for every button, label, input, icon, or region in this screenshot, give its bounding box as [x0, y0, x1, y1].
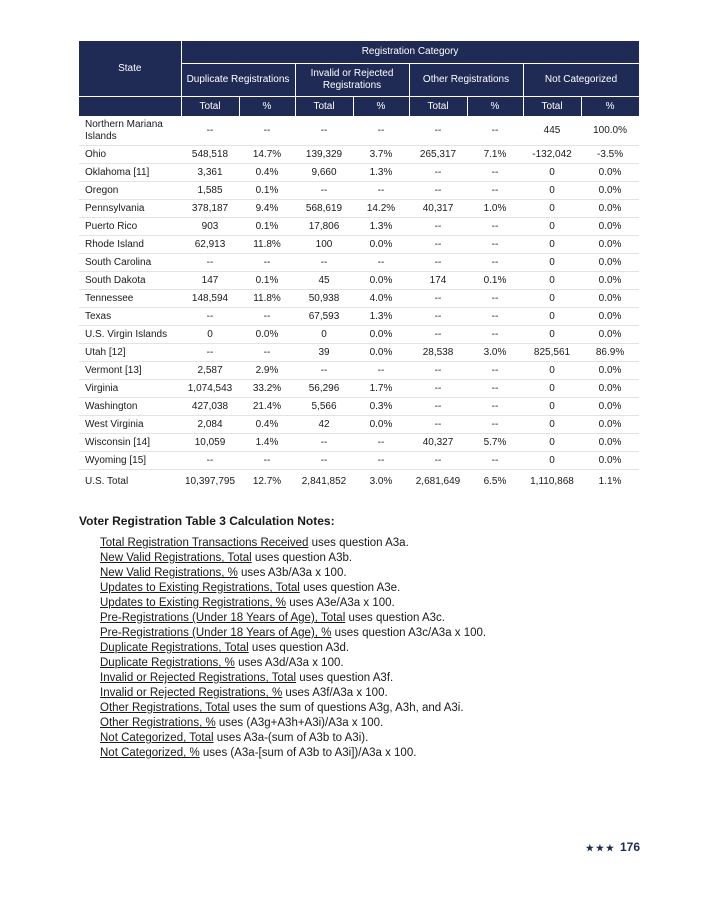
note-item	[100, 581, 486, 596]
percent-cell: 0.0%	[581, 254, 639, 272]
percent-cell: 0.0%	[581, 416, 639, 434]
percent-cell: --	[467, 290, 523, 308]
percent-cell: 0.0%	[581, 272, 639, 290]
total-cell: 0	[523, 182, 581, 200]
table-row	[79, 434, 639, 452]
pct-subheader: %	[353, 97, 409, 117]
table-row	[79, 164, 639, 182]
percent-cell: 2.9%	[239, 362, 295, 380]
percent-cell: 0.4%	[239, 164, 295, 182]
percent-cell: --	[467, 182, 523, 200]
note-description: uses (A3g+A3h+A3i)/A3a x 100.	[215, 717, 384, 729]
note-description: uses A3a-(sum of A3b to A3i).	[213, 732, 369, 744]
state-cell: Oregon	[79, 182, 181, 200]
percent-cell: 0.0%	[581, 308, 639, 326]
total-cell: 0	[523, 218, 581, 236]
note-description: uses question A3d.	[248, 642, 350, 654]
total-cell: --	[409, 117, 467, 146]
note-item	[100, 656, 486, 671]
page-footer	[586, 840, 640, 854]
percent-cell: 0.0%	[581, 452, 639, 470]
total-cell: --	[295, 362, 353, 380]
total-cell: 148,594	[181, 290, 239, 308]
table-row	[79, 117, 639, 146]
total-cell: --	[409, 380, 467, 398]
not-categorized-header: Not Categorized	[523, 64, 639, 97]
total-cell: --	[181, 308, 239, 326]
note-term: Other Registrations, Total	[100, 702, 230, 714]
total-cell: --	[409, 308, 467, 326]
percent-cell: --	[353, 254, 409, 272]
percent-cell: 1.3%	[353, 218, 409, 236]
percent-cell: --	[467, 117, 523, 146]
total-cell: --	[181, 344, 239, 362]
percent-cell: 7.1%	[467, 146, 523, 164]
total-cell: --	[409, 290, 467, 308]
note-term: Pre-Registrations (Under 18 Years of Age), %	[100, 627, 332, 639]
note-item	[100, 731, 486, 746]
table-row	[79, 254, 639, 272]
percent-cell: --	[239, 308, 295, 326]
state-cell: Wyoming [15]	[79, 452, 181, 470]
percent-cell: 1.7%	[353, 380, 409, 398]
total-cell: 2,841,852	[301, 476, 347, 487]
percent-cell: 6.5%	[483, 476, 507, 487]
total-cell: 10,397,795	[184, 476, 236, 487]
total-cell: 2,084	[181, 416, 239, 434]
total-cell: 174	[409, 272, 467, 290]
note-description: uses question A3a.	[308, 537, 409, 549]
total-cell: 56,296	[295, 380, 353, 398]
note-item	[100, 701, 486, 716]
total-subheader: Total	[295, 97, 353, 117]
table-row	[79, 290, 639, 308]
state-cell: Wisconsin [14]	[79, 434, 181, 452]
percent-cell: --	[467, 452, 523, 470]
percent-cell: 5.7%	[467, 434, 523, 452]
total-cell: --	[409, 452, 467, 470]
total-cell: --	[409, 164, 467, 182]
percent-cell: 0.0%	[581, 380, 639, 398]
percent-cell: 0.0%	[353, 416, 409, 434]
table-row	[79, 380, 639, 398]
total-cell: 0	[295, 326, 353, 344]
stars-icon: ★★★	[585, 843, 616, 853]
note-description: uses A3e/A3a x 100.	[286, 597, 395, 609]
total-cell: 427,038	[181, 398, 239, 416]
percent-cell: 11.8%	[239, 236, 295, 254]
total-cell: 0	[523, 452, 581, 470]
total-cell: 100	[295, 236, 353, 254]
note-item	[100, 596, 486, 611]
total-cell: --	[295, 182, 353, 200]
note-description: uses A3b/A3a x 100.	[237, 567, 347, 579]
total-cell: 139,329	[295, 146, 353, 164]
percent-cell: 0.0%	[581, 218, 639, 236]
state-cell: Utah [12]	[79, 344, 181, 362]
percent-cell: 0.1%	[239, 218, 295, 236]
total-cell: --	[181, 117, 239, 146]
note-description: uses question A3f.	[296, 672, 394, 684]
total-cell: 0	[523, 380, 581, 398]
note-description: uses question A3e.	[299, 582, 401, 594]
note-term: Invalid or Rejected Registrations, %	[100, 687, 283, 699]
total-cell: --	[295, 117, 353, 146]
total-cell: --	[409, 398, 467, 416]
percent-cell: 12.7%	[252, 476, 282, 487]
state-column-header: State	[79, 41, 181, 97]
percent-cell: --	[353, 182, 409, 200]
percent-cell: 0.0%	[353, 344, 409, 362]
table-row	[79, 416, 639, 434]
note-term: New Valid Registrations, %	[100, 567, 238, 579]
note-term: Not Categorized, Total	[100, 732, 214, 744]
percent-cell: --	[467, 254, 523, 272]
state-cell: Ohio	[79, 146, 181, 164]
total-cell: 0	[523, 416, 581, 434]
total-cell: --	[409, 362, 467, 380]
table-row	[79, 398, 639, 416]
state-cell: Texas	[79, 308, 181, 326]
table-row	[79, 218, 639, 236]
registration-table	[79, 40, 640, 494]
percent-cell: -3.5%	[581, 146, 639, 164]
note-term: Updates to Existing Registrations, %	[100, 597, 287, 609]
total-cell: 0	[523, 254, 581, 272]
total-cell: 9,660	[295, 164, 353, 182]
table-row	[79, 470, 639, 495]
percent-cell: 14.7%	[239, 146, 295, 164]
total-cell: 903	[181, 218, 239, 236]
total-cell: 40,317	[409, 200, 467, 218]
percent-cell: 9.4%	[239, 200, 295, 218]
percent-cell: 0.0%	[581, 398, 639, 416]
total-cell: 39	[295, 344, 353, 362]
percent-cell: 0.1%	[239, 182, 295, 200]
percent-cell: 0.4%	[239, 416, 295, 434]
note-item	[100, 551, 486, 566]
percent-cell: 11.8%	[239, 290, 295, 308]
duplicate-registrations-header: Duplicate Registrations	[181, 64, 295, 97]
other-registrations-header: Other Registrations	[409, 64, 523, 97]
total-cell: 0	[523, 398, 581, 416]
pct-subheader: %	[239, 97, 295, 117]
pct-subheader: %	[467, 97, 523, 117]
total-cell: 2,681,649	[415, 476, 461, 487]
total-cell: 548,518	[181, 146, 239, 164]
total-cell: --	[409, 182, 467, 200]
table-row	[79, 452, 639, 470]
percent-cell: 0.0%	[581, 164, 639, 182]
state-cell: Rhode Island	[79, 236, 181, 254]
percent-cell: 0.0%	[581, 200, 639, 218]
percent-cell: 4.0%	[353, 290, 409, 308]
percent-cell: --	[239, 452, 295, 470]
state-cell: Vermont [13]	[79, 362, 181, 380]
note-item	[100, 566, 486, 581]
total-cell: 147	[181, 272, 239, 290]
total-cell: 378,187	[181, 200, 239, 218]
table-body	[79, 117, 639, 495]
percent-cell: --	[467, 398, 523, 416]
pct-subheader: %	[581, 97, 639, 117]
note-description: uses question A3c.	[345, 612, 445, 624]
invalid-rejected-header: Invalid or Rejected Registrations	[295, 64, 409, 97]
table-header	[79, 41, 639, 117]
note-term: New Valid Registrations, Total	[100, 552, 252, 564]
percent-cell: --	[467, 164, 523, 182]
percent-cell: 0.0%	[581, 362, 639, 380]
percent-cell: 0.0%	[581, 326, 639, 344]
total-cell: 0	[523, 326, 581, 344]
table-row	[79, 182, 639, 200]
total-cell: 825,561	[523, 344, 581, 362]
total-cell: 3,361	[181, 164, 239, 182]
total-cell: --	[409, 218, 467, 236]
total-cell: 0	[181, 326, 239, 344]
total-cell: 45	[295, 272, 353, 290]
total-cell: -132,042	[523, 146, 581, 164]
note-term: Duplicate Registrations, %	[100, 657, 235, 669]
percent-cell: 0.0%	[581, 182, 639, 200]
state-cell: U.S. Virgin Islands	[79, 326, 181, 344]
total-cell: --	[181, 254, 239, 272]
total-cell: 1,585	[181, 182, 239, 200]
registration-category-header: Registration Category	[181, 41, 639, 64]
total-cell: --	[409, 416, 467, 434]
state-cell: Tennessee	[79, 290, 181, 308]
percent-cell: 14.2%	[353, 200, 409, 218]
percent-cell: 3.0%	[369, 476, 393, 487]
total-subheader: Total	[409, 97, 467, 117]
calculation-notes-list	[100, 536, 486, 761]
percent-cell: --	[467, 362, 523, 380]
total-cell: 0	[523, 200, 581, 218]
table-row	[79, 362, 639, 380]
total-cell: 67,593	[295, 308, 353, 326]
note-item	[100, 686, 486, 701]
total-cell: 0	[523, 290, 581, 308]
note-description: uses (A3a-[sum of A3b to A3i])/A3a x 100.	[199, 747, 417, 759]
percent-cell: --	[353, 434, 409, 452]
total-cell: 0	[523, 362, 581, 380]
percent-cell: 3.0%	[467, 344, 523, 362]
table-row	[79, 236, 639, 254]
percent-cell: --	[467, 218, 523, 236]
total-cell: 0	[523, 434, 581, 452]
total-cell: --	[295, 434, 353, 452]
note-item	[100, 611, 486, 626]
percent-cell: 1.4%	[239, 434, 295, 452]
percent-cell: 1.1%	[598, 476, 622, 487]
note-description: uses A3f/A3a x 100.	[282, 687, 388, 699]
percent-cell: --	[467, 308, 523, 326]
percent-cell: 33.2%	[239, 380, 295, 398]
state-subheader-blank	[79, 97, 181, 117]
state-cell: Northern Mariana Islands	[79, 117, 181, 146]
total-cell: 17,806	[295, 218, 353, 236]
total-cell: 40,327	[409, 434, 467, 452]
note-term: Total Registration Transactions Received	[100, 537, 309, 549]
table-row	[79, 200, 639, 218]
percent-cell: 0.0%	[353, 236, 409, 254]
percent-cell: 0.0%	[581, 434, 639, 452]
note-item	[100, 536, 486, 551]
notes-title: Voter Registration Table 3 Calculation Notes:	[79, 514, 335, 528]
total-cell: --	[295, 452, 353, 470]
total-cell: 445	[523, 117, 581, 146]
percent-cell: --	[467, 326, 523, 344]
note-term: Not Categorized, %	[100, 747, 200, 759]
percent-cell: 86.9%	[581, 344, 639, 362]
percent-cell: 0.0%	[239, 326, 295, 344]
percent-cell: 0.1%	[239, 272, 295, 290]
percent-cell: --	[239, 344, 295, 362]
note-term: Invalid or Rejected Registrations, Total	[100, 672, 297, 684]
percent-cell: --	[353, 362, 409, 380]
percent-cell: 1.3%	[353, 164, 409, 182]
percent-cell: --	[467, 416, 523, 434]
percent-cell: 3.7%	[353, 146, 409, 164]
table-row	[79, 146, 639, 164]
total-cell: 28,538	[409, 344, 467, 362]
note-item	[100, 671, 486, 686]
table-row	[79, 272, 639, 290]
total-cell: 10,059	[181, 434, 239, 452]
note-item	[100, 746, 486, 761]
note-item	[100, 716, 486, 731]
state-cell: South Dakota	[79, 272, 181, 290]
total-cell: 0	[523, 272, 581, 290]
percent-cell: --	[353, 452, 409, 470]
note-description: uses the sum of questions A3g, A3h, and A3i.	[229, 702, 464, 714]
percent-cell: 1.3%	[353, 308, 409, 326]
note-item	[100, 641, 486, 656]
percent-cell: 0.3%	[353, 398, 409, 416]
state-cell: South Carolina	[79, 254, 181, 272]
note-item	[100, 626, 486, 641]
total-cell: 0	[523, 308, 581, 326]
total-subheader: Total	[523, 97, 581, 117]
total-cell: 1,110,868	[530, 476, 574, 487]
state-cell: Oklahoma [11]	[79, 164, 181, 182]
percent-cell: 100.0%	[581, 117, 639, 146]
total-cell: 2,587	[181, 362, 239, 380]
percent-cell: --	[467, 236, 523, 254]
percent-cell: --	[239, 254, 295, 272]
percent-cell: 0.0%	[581, 290, 639, 308]
total-cell: 42	[295, 416, 353, 434]
total-cell: 0	[523, 164, 581, 182]
total-subheader: Total	[181, 97, 239, 117]
percent-cell: 0.0%	[353, 272, 409, 290]
total-cell: 5,566	[295, 398, 353, 416]
percent-cell: --	[467, 380, 523, 398]
total-cell: 0	[523, 236, 581, 254]
note-description: uses A3d/A3a x 100.	[234, 657, 344, 669]
table-row	[79, 326, 639, 344]
total-cell: --	[409, 254, 467, 272]
percent-cell: 0.1%	[467, 272, 523, 290]
table-row	[79, 344, 639, 362]
percent-cell: 0.0%	[581, 236, 639, 254]
table-row	[79, 308, 639, 326]
percent-cell: --	[239, 117, 295, 146]
note-term: Updates to Existing Registrations, Total	[100, 582, 300, 594]
total-cell: 62,913	[181, 236, 239, 254]
total-cell: 265,317	[409, 146, 467, 164]
percent-cell: 21.4%	[239, 398, 295, 416]
page-number: 176	[619, 840, 640, 854]
percent-cell: --	[353, 117, 409, 146]
total-cell: --	[295, 254, 353, 272]
percent-cell: 1.0%	[467, 200, 523, 218]
state-cell: West Virginia	[79, 416, 181, 434]
state-cell: U.S. Total	[85, 476, 129, 487]
total-cell: --	[409, 236, 467, 254]
total-cell: 568,619	[295, 200, 353, 218]
total-cell: --	[181, 452, 239, 470]
percent-cell: 0.0%	[353, 326, 409, 344]
note-description: uses question A3c/A3a x 100.	[331, 627, 487, 639]
note-description: uses question A3b.	[251, 552, 353, 564]
total-cell: 1,074,543	[181, 380, 239, 398]
note-term: Pre-Registrations (Under 18 Years of Age), Total	[100, 612, 346, 624]
state-cell: Washington	[79, 398, 181, 416]
state-cell: Virginia	[79, 380, 181, 398]
note-term: Duplicate Registrations, Total	[100, 642, 249, 654]
note-term: Other Registrations, %	[100, 717, 216, 729]
state-cell: Pennsylvania	[79, 200, 181, 218]
total-cell: 50,938	[295, 290, 353, 308]
state-cell: Puerto Rico	[79, 218, 181, 236]
total-cell: --	[409, 326, 467, 344]
